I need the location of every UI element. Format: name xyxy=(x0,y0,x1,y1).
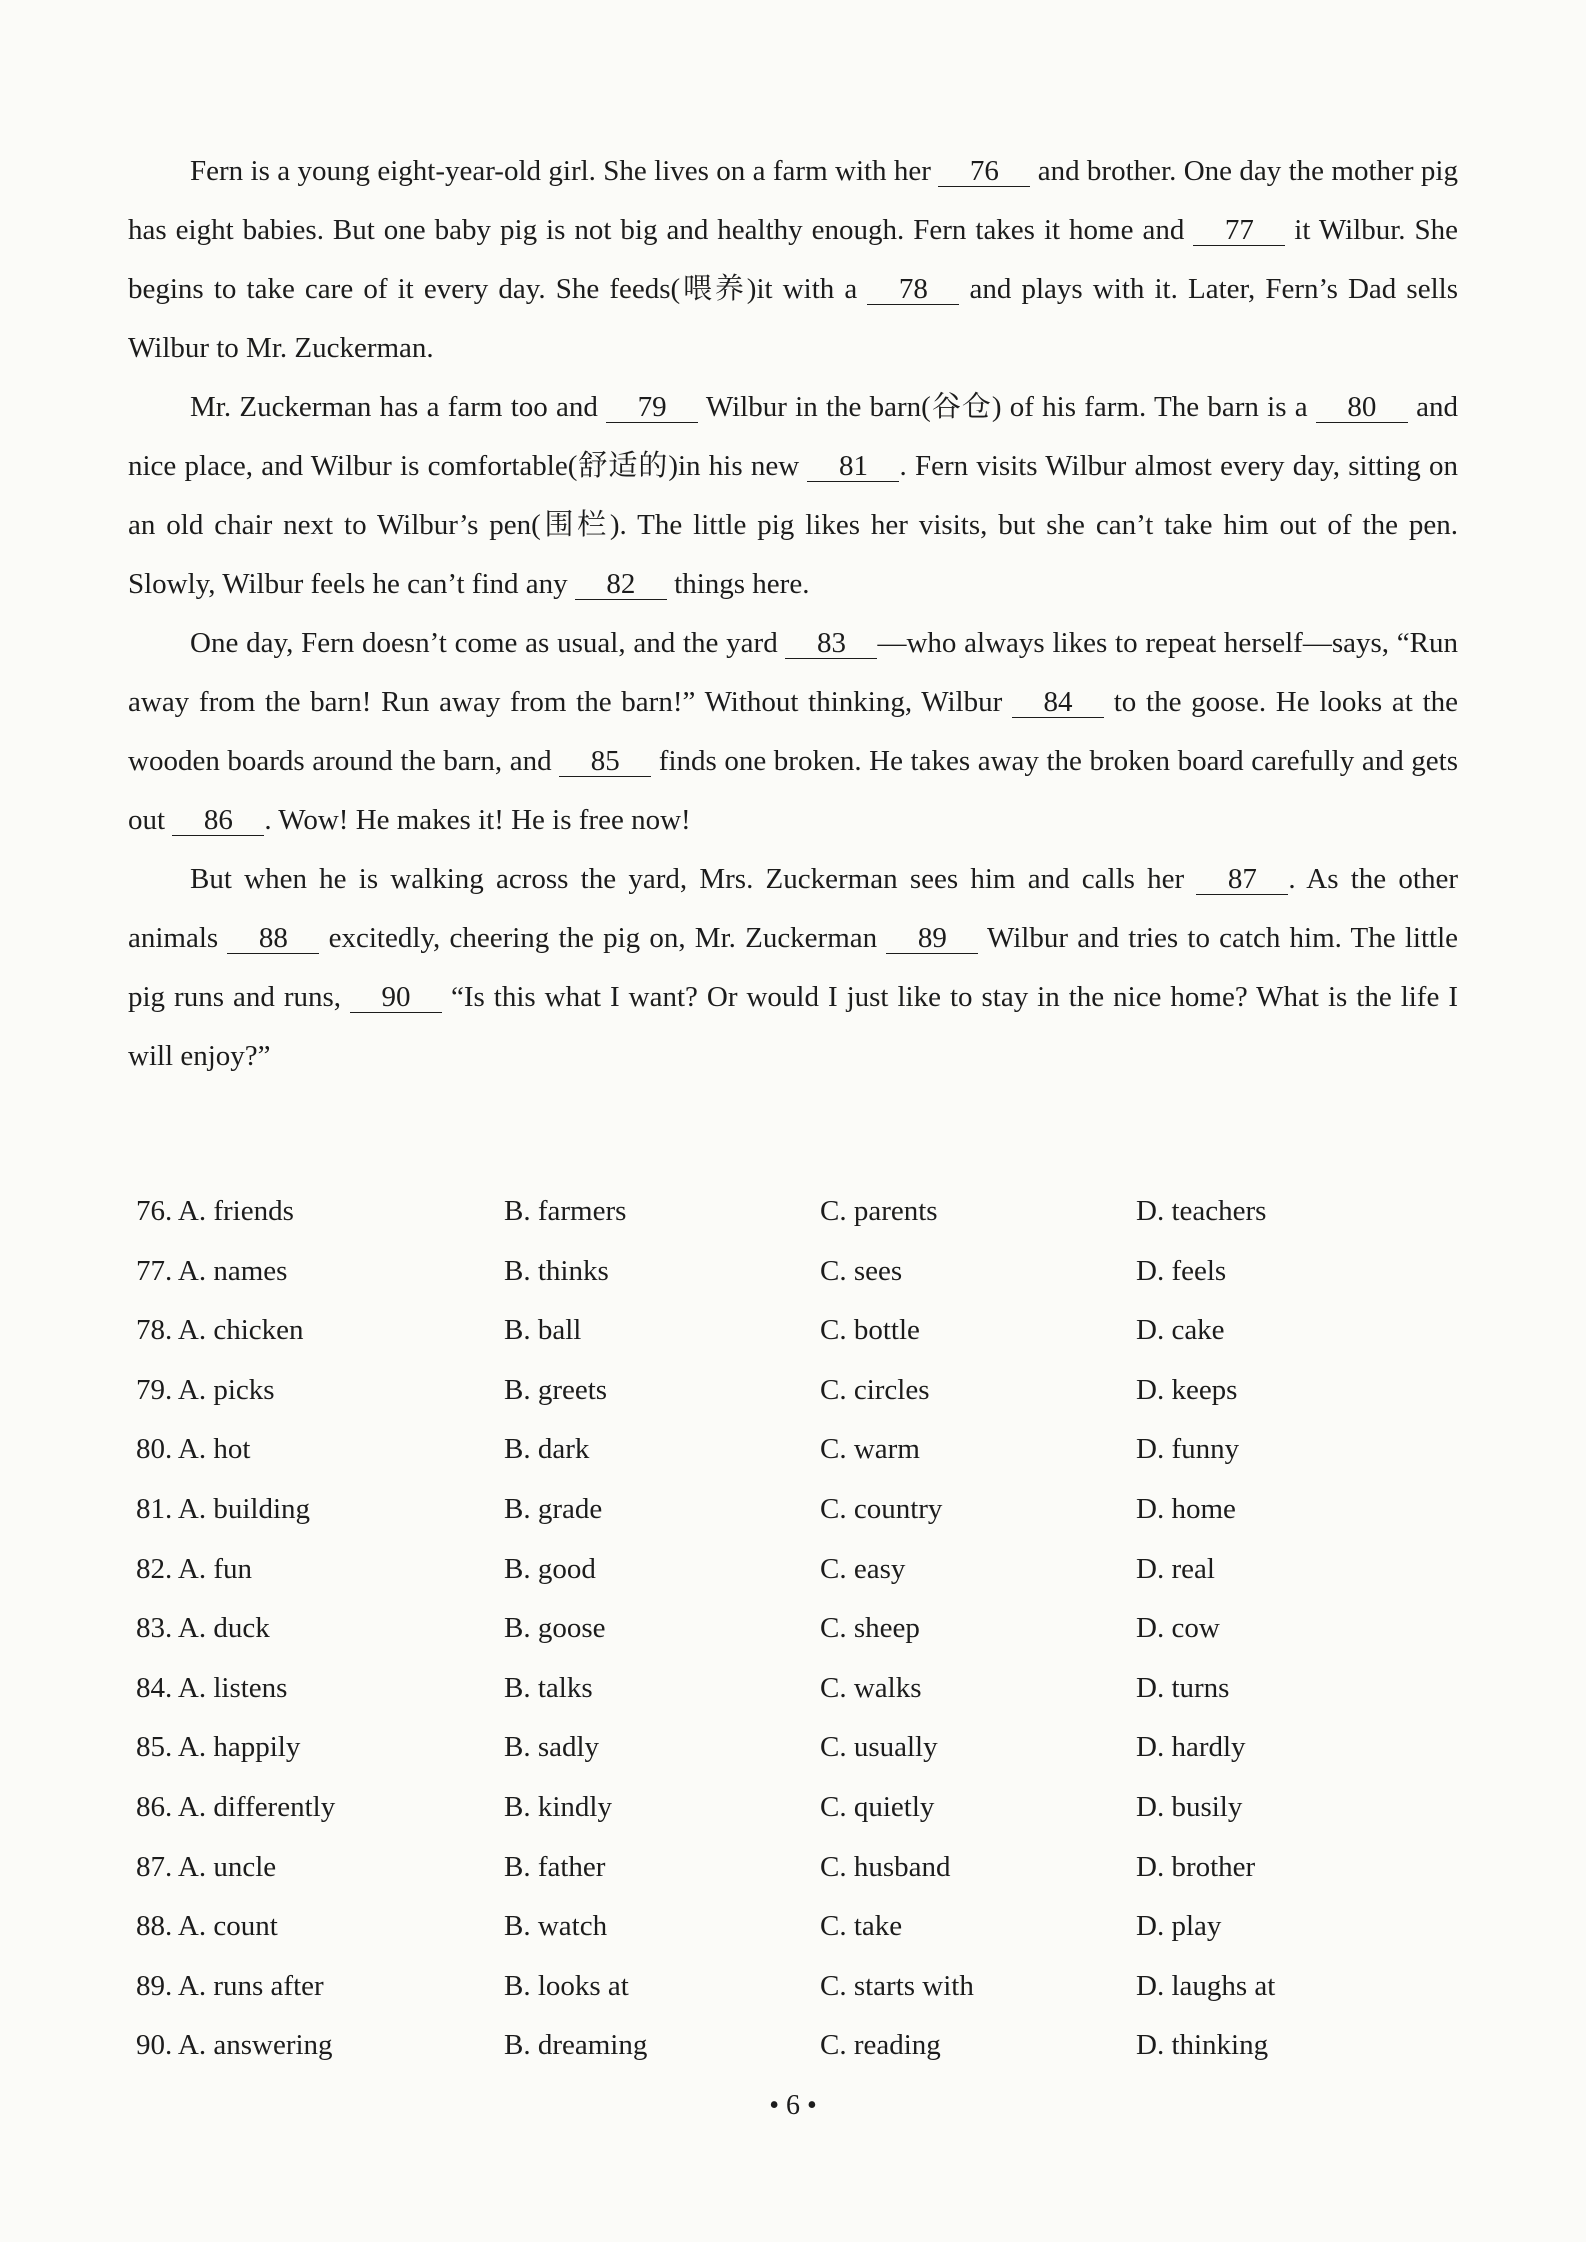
option-c: C. circles xyxy=(820,1373,930,1406)
blank-88: 88 xyxy=(227,923,319,954)
blank-83: 83 xyxy=(785,628,877,659)
question-78-options xyxy=(136,1314,1456,1374)
question-79-options xyxy=(136,1374,1456,1434)
paragraph-text: —who always likes to repeat herself—says, “Run away from the barn! Run away from the barn!” Without thinking, Wilbur xyxy=(128,627,1458,718)
option-c: C. sees xyxy=(820,1254,903,1287)
option-c: C. usually xyxy=(820,1731,938,1764)
option-a: 85. A. happily xyxy=(136,1731,301,1764)
option-c: C. quietly xyxy=(820,1790,935,1823)
option-b: B. dark xyxy=(504,1433,590,1466)
option-d: D. teachers xyxy=(1136,1195,1267,1227)
option-a: 83. A. duck xyxy=(136,1612,270,1645)
blank-81: 81 xyxy=(807,451,899,482)
blank-90: 90 xyxy=(350,982,442,1013)
option-d: D. laughs at xyxy=(1136,1969,1276,2002)
paragraph-text: excitedly, cheering the pig on, Mr. Zuckerman xyxy=(319,922,887,954)
paragraph-text: One day, Fern doesn’t come as usual, and the yard xyxy=(190,627,786,659)
option-c: C. starts with xyxy=(820,1969,974,2002)
question-85-options xyxy=(136,1731,1456,1791)
option-a: 77. A. names xyxy=(136,1254,288,1287)
paragraph-3 xyxy=(128,614,1458,850)
paragraph-text: and nice place, and Wilbur is comfortable(舒适的)in his new xyxy=(128,391,1459,482)
question-80-options xyxy=(136,1433,1456,1493)
question-83-options xyxy=(136,1612,1456,1672)
question-77-options xyxy=(136,1255,1456,1315)
question-82-options xyxy=(136,1553,1456,1613)
option-b: B. goose xyxy=(504,1612,606,1645)
option-c: C. husband xyxy=(820,1850,951,1883)
paragraph-text: Wilbur in the barn(谷仓) of his farm. The barn is a xyxy=(698,391,1316,423)
option-d: D. home xyxy=(1136,1492,1236,1525)
option-a: 78. A. chicken xyxy=(136,1314,304,1347)
paragraph-text: Fern is a young eight-year-old girl. She lives on a farm with her xyxy=(190,155,939,187)
option-d: D. keeps xyxy=(1136,1373,1238,1406)
option-c: C. easy xyxy=(820,1552,906,1585)
option-b: B. talks xyxy=(504,1671,593,1704)
paragraph-text: “Is this what I want? Or would I just like to stay in the nice home? What is the life I will enjoy?” xyxy=(128,981,1458,1072)
paragraph-text: . As the other animals xyxy=(128,863,1458,954)
paragraph-text: finds one broken. He takes away the broken board carefully and gets out xyxy=(128,745,1458,836)
option-b: B. greets xyxy=(504,1373,608,1406)
option-b: B. ball xyxy=(504,1314,582,1347)
paragraph-1 xyxy=(128,142,1458,378)
blank-76: 76 xyxy=(938,156,1030,187)
option-d: D. thinking xyxy=(1136,2029,1269,2062)
blank-80: 80 xyxy=(1316,392,1408,423)
blank-77: 77 xyxy=(1193,215,1285,246)
option-a: 84. A. listens xyxy=(136,1671,288,1704)
question-76-options xyxy=(136,1195,1456,1255)
option-a: 88. A. count xyxy=(136,1910,278,1943)
paragraph-text: But when he is walking across the yard, Mrs. Zuckerman sees him and calls her xyxy=(190,863,1197,895)
paragraph-2 xyxy=(128,378,1458,614)
question-81-options xyxy=(136,1493,1456,1553)
paragraph-text: Mr. Zuckerman has a farm too and xyxy=(190,391,607,423)
paragraph-text: and brother. One day the mother pig has eight babies. But one baby pig is not big and healthy enough. Fern takes it home and xyxy=(128,155,1458,246)
paragraph-text: things here. xyxy=(666,568,810,600)
option-c: C. walks xyxy=(820,1671,922,1704)
question-89-options xyxy=(136,1970,1456,2030)
option-c: C. reading xyxy=(820,2029,941,2062)
blank-78: 78 xyxy=(867,274,959,305)
option-c: C. sheep xyxy=(820,1612,920,1645)
option-b: B. farmers xyxy=(504,1195,627,1227)
paragraph-text: and plays with it. Later, Fern’s Dad sells Wilbur to Mr. Zuckerman. xyxy=(128,273,1458,364)
paragraph-text: . Fern visits Wilbur almost every day, sitting on an old chair next to Wilbur’s pen(围栏). The little pig likes her visits, but she can’t take him out of the pen. Slowly, Wilbur feels he can’t find any xyxy=(128,450,1458,600)
option-a: 87. A. uncle xyxy=(136,1850,277,1883)
option-a: 90. A. answering xyxy=(136,2029,333,2062)
option-b: B. good xyxy=(504,1552,596,1585)
option-c: C. bottle xyxy=(820,1314,920,1347)
blank-84: 84 xyxy=(1012,687,1104,718)
paragraph-text: it Wilbur. She begins to take care of it every day. She feeds(喂养)it with a xyxy=(128,214,1458,305)
option-b: B. looks at xyxy=(504,1969,629,2002)
blank-79: 79 xyxy=(606,392,698,423)
option-d: D. cake xyxy=(1136,1314,1225,1347)
paragraph-4 xyxy=(128,850,1458,1086)
blank-87: 87 xyxy=(1196,864,1288,895)
question-84-options xyxy=(136,1672,1456,1732)
option-a: 80. A. hot xyxy=(136,1433,251,1466)
blank-86: 86 xyxy=(172,805,264,836)
option-b: B. kindly xyxy=(504,1790,612,1823)
option-d: D. cow xyxy=(1136,1612,1220,1645)
option-d: D. funny xyxy=(1136,1433,1240,1466)
answer-options xyxy=(136,1195,1456,2089)
question-88-options xyxy=(136,1910,1456,1970)
option-d: D. feels xyxy=(1136,1254,1227,1287)
option-c: C. warm xyxy=(820,1433,920,1466)
option-c: C. country xyxy=(820,1492,943,1525)
option-b: B. father xyxy=(504,1850,606,1883)
question-90-options xyxy=(136,2029,1456,2089)
option-d: D. busily xyxy=(1136,1790,1243,1823)
option-c: C. take xyxy=(820,1910,903,1943)
option-d: D. real xyxy=(1136,1552,1215,1585)
option-d: D. play xyxy=(1136,1910,1222,1943)
option-b: B. sadly xyxy=(504,1731,600,1764)
option-b: B. thinks xyxy=(504,1254,609,1287)
page-number: • 6 • xyxy=(769,2090,817,2121)
question-86-options xyxy=(136,1791,1456,1851)
option-c: C. parents xyxy=(820,1195,938,1227)
option-d: D. turns xyxy=(1136,1671,1230,1704)
option-a: 79. A. picks xyxy=(136,1373,275,1406)
paragraph-text: . Wow! He makes it! He is free now! xyxy=(264,804,691,836)
option-b: B. dreaming xyxy=(504,2029,648,2062)
blank-82: 82 xyxy=(575,569,667,600)
option-a: 89. A. runs after xyxy=(136,1969,324,2002)
option-b: B. watch xyxy=(504,1910,608,1943)
option-d: D. brother xyxy=(1136,1850,1256,1883)
paragraph-text: to the goose. He looks at the wooden boards around the barn, and xyxy=(128,686,1459,777)
option-a: 86. A. differently xyxy=(136,1790,336,1823)
option-b: B. grade xyxy=(504,1492,603,1525)
blank-89: 89 xyxy=(886,923,978,954)
option-a: 76. A. friends xyxy=(136,1195,294,1227)
question-87-options xyxy=(136,1851,1456,1911)
option-a: 82. A. fun xyxy=(136,1552,252,1585)
paragraph-text: Wilbur and tries to catch him. The little pig runs and runs, xyxy=(128,922,1458,1013)
cloze-passage xyxy=(128,142,1458,1086)
option-a: 81. A. building xyxy=(136,1492,311,1525)
blank-85: 85 xyxy=(559,746,651,777)
option-d: D. hardly xyxy=(1136,1731,1246,1764)
